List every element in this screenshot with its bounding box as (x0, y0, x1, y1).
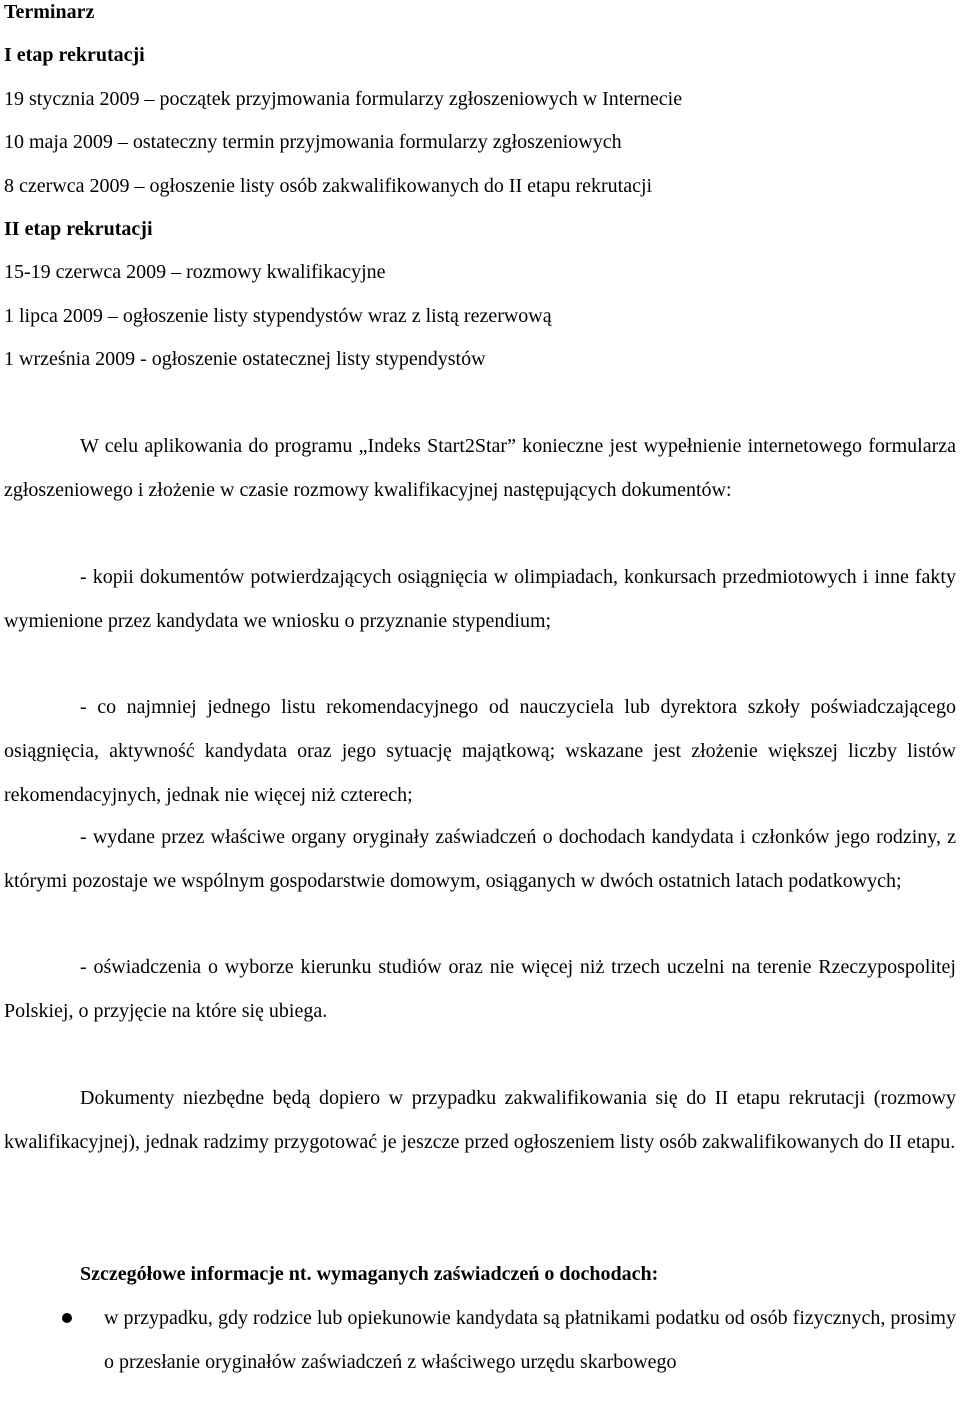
document-item-paragraph: - kopii dokumentów potwierdzających osiągnięcia w olimpiadach, konkursach przedmiotowych i inne fakty wymienione przez kandydata we wniosku o przyznanie stypendium; (4, 566, 956, 632)
stage2-item: 1 lipca 2009 – ogłoszenie listy stypendystów wraz z listą rezerwową (4, 305, 552, 327)
page-title: Terminarz (4, 1, 95, 23)
stage1-item: 8 czerwca 2009 – ogłoszenie listy osób zakwalifikowanych do II etapu rekrutacji (4, 175, 653, 197)
intro-paragraph: W celu aplikowania do programu „Indeks Start2Star” konieczne jest wypełnienie internetowego formularza zgłoszeniowego i złożenie w czasie rozmowy kwalifikacyjnej następujących dokumentów: (4, 435, 956, 501)
details-heading: Szczegółowe informacje nt. wymaganych zaświadczeń o dochodach: (80, 1263, 659, 1285)
stage2-item: 1 września 2009 - ogłoszenie ostatecznej listy stypendystów (4, 348, 486, 370)
bullet-icon (62, 1313, 72, 1323)
document-item-paragraph: - co najmniej jednego listu rekomendacyjnego od nauczyciela lub dyrektora szkoły poświadczającego osiągnięcia, aktywność kandydata oraz jego sytuację majątkową; wskazane jest złożenie większej liczby listów rekomendacyjnych, jednak nie więcej niż czterech; (4, 696, 956, 806)
stage2-item: 15-19 czerwca 2009 – rozmowy kwalifikacyjne (4, 261, 386, 283)
details-bullet-item: w przypadku, gdy rodzice lub opiekunowie kandydata są płatnikami podatku od osób fizycznych, prosimy o przesłanie oryginałów zaświadczeń z właściwego urzędu skarbowego (104, 1307, 956, 1373)
stage1-heading: I etap rekrutacji (4, 44, 145, 66)
stage2-heading: II etap rekrutacji (4, 218, 153, 240)
stage1-item: 10 maja 2009 – ostateczny termin przyjmowania formularzy zgłoszeniowych (4, 131, 622, 153)
document-item-paragraph: - wydane przez właściwe organy oryginały zaświadczeń o dochodach kandydata i członków jego rodziny, z którymi pozostaje we wspólnym gospodarstwie domowym, osiąganych w dwóch ostatnich latach podatkowych; (4, 826, 956, 892)
stage1-item: 19 stycznia 2009 – początek przyjmowania formularzy zgłoszeniowych w Internecie (4, 88, 683, 110)
note-paragraph: Dokumenty niezbędne będą dopiero w przypadku zakwalifikowania się do II etapu rekrutacji (rozmowy kwalifikacyjnej), jednak radzimy przygotować je jeszcze przed ogłoszeniem listy osób zakwalifikowanych do II etapu. (4, 1087, 956, 1153)
document-item-paragraph: - oświadczenia o wyborze kierunku studiów oraz nie więcej niż trzech uczelni na terenie Rzeczypospolitej Polskiej, o przyjęcie na które się ubiega. (4, 956, 956, 1022)
